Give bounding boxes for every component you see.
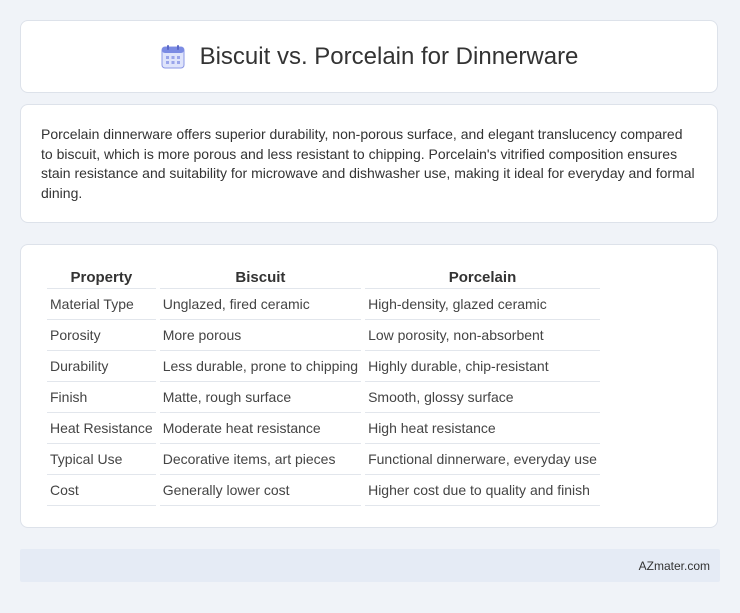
cell-biscuit: Matte, rough surface bbox=[160, 381, 361, 412]
footer-bar bbox=[20, 549, 720, 582]
cell-property: Durability bbox=[47, 350, 156, 381]
title-card bbox=[20, 20, 718, 93]
cell-biscuit: More porous bbox=[160, 319, 361, 350]
cell-biscuit: Moderate heat resistance bbox=[160, 412, 361, 443]
summary-card bbox=[20, 104, 718, 223]
cell-porcelain: Higher cost due to quality and finish bbox=[365, 474, 600, 506]
cell-porcelain: Highly durable, chip-resistant bbox=[365, 350, 600, 381]
cell-porcelain: Smooth, glossy surface bbox=[365, 381, 600, 412]
page-title: Biscuit vs. Porcelain for Dinnerware bbox=[199, 42, 579, 70]
table-header-row bbox=[47, 265, 600, 288]
cell-porcelain: Functional dinnerware, everyday use bbox=[365, 443, 600, 474]
comparison-card bbox=[20, 244, 718, 528]
cell-property: Porosity bbox=[47, 319, 156, 350]
cell-porcelain: High-density, glazed ceramic bbox=[365, 288, 600, 319]
table-row bbox=[47, 474, 600, 506]
table-row bbox=[47, 443, 600, 474]
comparison-table bbox=[43, 265, 604, 506]
table-row bbox=[47, 288, 600, 319]
header-porcelain: Porcelain bbox=[448, 269, 517, 286]
footer-site-link[interactable]: AZmater.com bbox=[638, 558, 710, 573]
cell-property: Material Type bbox=[47, 288, 156, 319]
cell-biscuit: Decorative items, art pieces bbox=[160, 443, 361, 474]
cell-biscuit: Unglazed, fired ceramic bbox=[160, 288, 361, 319]
cell-property: Heat Resistance bbox=[47, 412, 156, 443]
title-row bbox=[160, 43, 579, 71]
cell-property: Typical Use bbox=[47, 443, 156, 474]
cell-porcelain: High heat resistance bbox=[365, 412, 600, 443]
summary-text: Porcelain dinnerware offers superior durability, non-porous surface, and elegant translucency compared to biscuit, which is more porous and less resistant to chipping. Porcelain's vitrified composition ensures stain resistance and suitability for microwave and dishwasher use, making it ideal for everyday and formal dining. bbox=[41, 126, 695, 201]
cell-property: Finish bbox=[47, 381, 156, 412]
table-row bbox=[47, 412, 600, 443]
cell-porcelain: Low porosity, non-absorbent bbox=[365, 319, 600, 350]
table-row bbox=[47, 350, 600, 381]
header-property: Property bbox=[70, 269, 133, 286]
header-biscuit: Biscuit bbox=[235, 269, 286, 286]
cell-property: Cost bbox=[47, 474, 156, 506]
table-row bbox=[47, 319, 600, 350]
cell-biscuit: Generally lower cost bbox=[160, 474, 361, 506]
cell-biscuit: Less durable, prone to chipping bbox=[160, 350, 361, 381]
calendar-icon bbox=[160, 44, 186, 70]
table-row bbox=[47, 381, 600, 412]
